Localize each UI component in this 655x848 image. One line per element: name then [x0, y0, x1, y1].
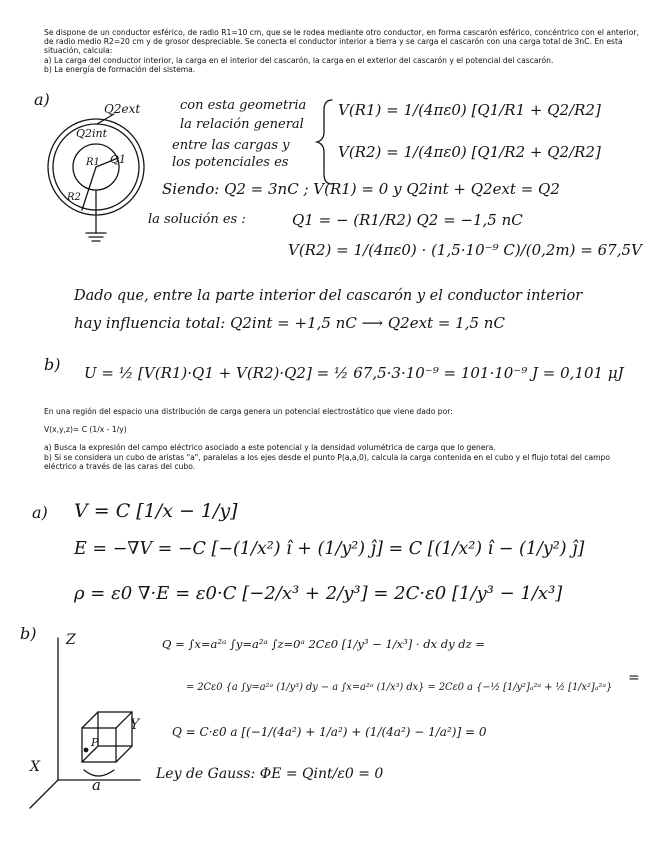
q1-result: Q1 = − (R1/R2) Q2 = −1,5 nC — [292, 211, 523, 229]
conclusion-line-1: Dado que, entre la parte interior del cascarón y el conductor interior — [74, 288, 583, 304]
problem-2-statement — [44, 407, 644, 471]
figure-label-q1: Q1 — [110, 153, 127, 166]
point-p-dot — [84, 748, 89, 753]
figure-label-q2ext: Q2ext — [104, 102, 141, 116]
problem-1-text: Se dispone de un conductor esférico, de radio R1=10 cm, que se le rodea mediante otro conductor, en forma cascarón esférico, concéntrico con el anterior, de radio medio R2=20 cm y de grosor despreciable. Se conecta el conductor interior a tierra y se carga el cascarón con una carga total de 3nC. En esta situación, calcula: — [44, 28, 639, 56]
charge-result: Q = C·ε0 a [(−1/(4a²) + 1/a²) + (1/(4a²) − 1/a²)] = 0 — [172, 725, 487, 739]
radius-r2-line — [82, 167, 96, 210]
equation-v-r2: V(R2) = 1/(4πε0) [Q1/R2 + Q2/R2] — [338, 143, 601, 161]
charge-integral: Q = ∫x=a²ᵃ ∫y=a²ᵃ ∫z=0ᵃ 2Cε0 [1/y³ − 1/x³] · dx dy dz = — [162, 637, 485, 651]
problem-2-potential: V(x,y,z)= C (1/x - 1/y) — [44, 425, 127, 435]
system-brace — [317, 100, 332, 184]
charge-integral-step: = 2Cε0 {a ∫y=a²ᵃ (1/y³) dy − a ∫x=a²ᵃ (1/x³) dx} = 2Cε0 a {−½ [1/y²]ₐ²ᵃ + ½ [1/x²]ₐ²ᵃ} — [186, 682, 613, 693]
equals-sign-right: = — [628, 670, 640, 686]
equation-v-r1: V(R1) = 1/(4πε0) [Q1/R1 + Q2/R2] — [338, 101, 601, 119]
x-axis — [30, 780, 58, 808]
v-r2-result: V(R2) = 1/(4πε0) · (1,5·10⁻⁹ C)/(0,2m) = 67,5V — [288, 241, 642, 259]
problem-2-text: En una región del espacio una distribución de carga genera un potencial electrostático que viene dado por: — [44, 407, 453, 416]
given-conditions: Siendo: Q2 = 3nC ; V(R1) = 0 y Q2int + Q2ext = Q2 — [162, 180, 560, 198]
edge-a-label: a — [92, 776, 101, 794]
problem-1-part-a: a) La carga del conductor interior, la carga en el interior del cascarón, la carga en el exterior del cascarón y el potencial del cascarón. — [44, 55, 554, 65]
conclusion-line-2: hay influencia total: Q2int = +1,5 nC ⟶ Q2ext = 1,5 nC — [74, 314, 505, 332]
cube-edge-1 — [82, 712, 98, 728]
solution-2-marker-a: a) — [32, 503, 48, 522]
cube-edge-3 — [116, 746, 132, 762]
point-p-label: P — [91, 736, 99, 749]
problem-1-part-b: b) La energía de formación del sistema. — [44, 64, 196, 74]
note-line-4: los potenciales es — [172, 155, 289, 170]
problem-2-part-a: a) Busca la expresión del campo eléctrico asociado a este potencial y la densidad volumétrica de carga que lo genera. — [44, 443, 496, 453]
energy-equation: U = ½ [V(R1)·Q1 + V(R2)·Q2] = ½ 67,5·3·10⁻⁹ = 101·10⁻⁹ J = 0,101 μJ — [84, 364, 624, 382]
figure-label-r1: R1 — [86, 157, 100, 168]
axis-label-y: Y — [130, 717, 140, 733]
axis-label-x: X — [30, 759, 40, 775]
potential-equation: V = C [1/x − 1/y] — [74, 500, 238, 522]
solution-1-marker-b: b) — [44, 355, 61, 374]
note-line-1: con esta geometria — [180, 98, 307, 113]
solution-1-marker-a: a) — [34, 90, 50, 109]
note-line-2: la relación general — [180, 117, 304, 132]
note-line-3: entre las cargas y — [172, 138, 290, 153]
axis-label-z: Z — [66, 632, 76, 648]
solution-2-marker-b: b) — [20, 624, 37, 643]
problem-2-part-b: b) Si se considera un cubo de aristas "a", paralelas a los ejes desde el punto P(a,a,0), calcula la carga contenida en el cubo y el flujo total del campo eléctrico a través de las caras del cubo. — [44, 452, 610, 471]
figure-label-q2int: Q2int — [76, 127, 108, 140]
field-equation: E = −∇V = −C [−(1/x²) î + (1/y²) ĵ] = C [(1/x²) î − (1/y²) ĵ] — [74, 539, 585, 559]
figure-label-r2: R2 — [67, 192, 81, 203]
solution-label: la solución es : — [148, 212, 246, 227]
gauss-law: Ley de Gauss: ΦE = Qint/ε0 = 0 — [156, 766, 384, 782]
charge-density-equation: ρ = ε0 ∇·E = ε0·C [−2/x³ + 2/y³] = 2C·ε0 [1/y³ − 1/x³] — [74, 583, 563, 604]
